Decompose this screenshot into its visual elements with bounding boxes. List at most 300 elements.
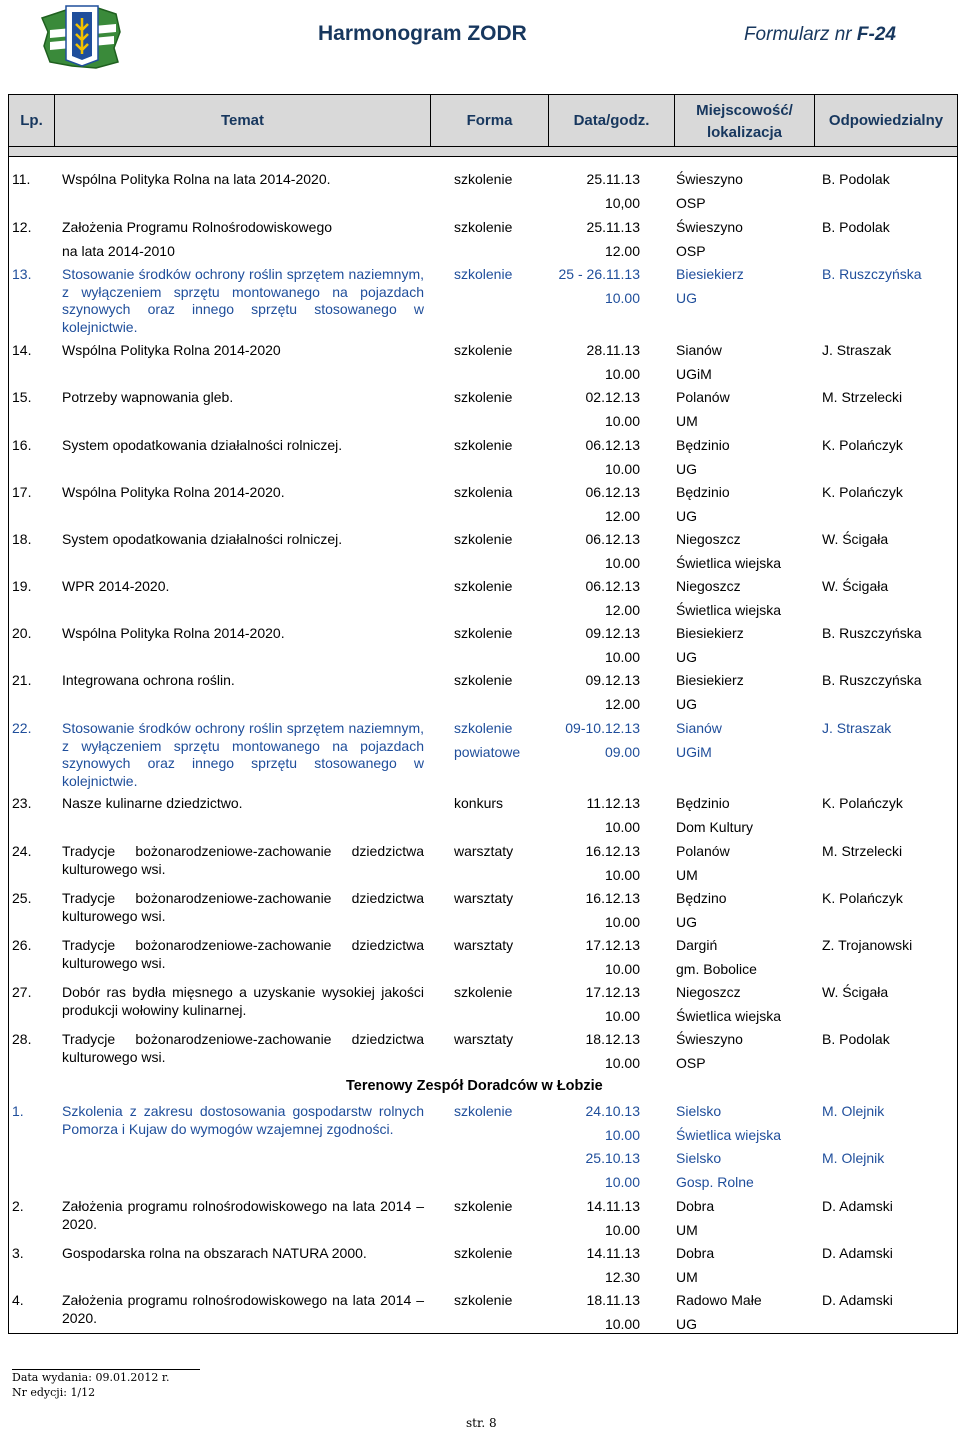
place-cell-line: Sianów bbox=[676, 720, 722, 736]
responsible-cell-line: W. Ścigała bbox=[822, 984, 889, 1000]
date-cell-line: 28.11.13 bbox=[586, 342, 640, 358]
page-header bbox=[0, 0, 960, 78]
place-cell-line: UG bbox=[676, 460, 697, 477]
place-cell-line: Sielsko bbox=[676, 1103, 722, 1119]
row-number-line: 23. bbox=[12, 795, 32, 811]
date-cell bbox=[536, 1100, 640, 1194]
date-cell-line: 02.12.13 bbox=[585, 389, 640, 405]
issue-date: Data wydania: 09.01.2012 r. bbox=[12, 1371, 170, 1384]
form-cell bbox=[454, 481, 534, 505]
date-cell-line: 09.00 bbox=[604, 743, 640, 760]
form-cell-line: szkolenie bbox=[454, 1245, 513, 1261]
topic-cell bbox=[62, 1242, 367, 1266]
date-cell bbox=[536, 575, 640, 622]
place-cell bbox=[676, 1195, 714, 1242]
form-cell bbox=[454, 1028, 534, 1052]
date-cell-line: 25 - 26.11.13 bbox=[558, 266, 640, 282]
place-cell-line: Polanów bbox=[676, 389, 730, 405]
row-number-line: 17. bbox=[12, 484, 32, 500]
responsible-cell bbox=[822, 717, 891, 741]
topic-cell-line: Założenia programu rolnośrodowiskowego na lata 2014 – 2020. bbox=[62, 1198, 424, 1232]
date-cell bbox=[536, 216, 640, 263]
place-cell-line: Sianów bbox=[676, 342, 722, 358]
column-header: Temat bbox=[55, 95, 431, 146]
date-cell-line: 18.12.13 bbox=[585, 1031, 640, 1047]
row-number bbox=[12, 339, 31, 363]
row-number bbox=[12, 840, 31, 864]
row-number bbox=[12, 934, 31, 958]
place-cell-line: Radowo Małe bbox=[676, 1292, 762, 1308]
responsible-cell bbox=[822, 669, 922, 693]
place-cell-line: Dobra bbox=[676, 1198, 715, 1214]
date-cell bbox=[536, 1289, 640, 1336]
form-cell-line: szkolenie bbox=[454, 672, 513, 688]
row-number bbox=[12, 717, 31, 741]
topic-cell-line: na lata 2014-2010 bbox=[62, 242, 175, 259]
place-cell-line: Będzinio bbox=[676, 795, 730, 811]
form-cell-line: szkolenie bbox=[454, 342, 513, 358]
row-number-line: 15. bbox=[12, 389, 32, 405]
responsible-cell-line: B. Ruszczyńska bbox=[822, 625, 922, 641]
form-cell-line: powiatowe bbox=[454, 743, 521, 760]
form-cell-line: szkolenie bbox=[454, 1198, 513, 1214]
row-number bbox=[12, 1100, 24, 1124]
place-cell-line: OSP bbox=[676, 242, 706, 259]
date-cell-line: 10.00 bbox=[604, 365, 640, 382]
place-cell bbox=[676, 887, 727, 934]
topic-cell-line: Dobór ras bydła mięsnego a uzyskanie wysokiej jakości produkcji wołowiny kulinarnej. bbox=[62, 984, 424, 1018]
responsible-cell-line bbox=[822, 1124, 884, 1148]
topic-cell bbox=[62, 266, 424, 335]
place-cell-line: Świetlica wiejska bbox=[676, 1126, 782, 1143]
place-cell bbox=[676, 386, 730, 433]
responsible-cell bbox=[822, 575, 888, 599]
responsible-cell-line: K. Polańczyk bbox=[822, 484, 903, 500]
place-cell bbox=[676, 339, 722, 386]
responsible-cell-line: W. Ścigała bbox=[822, 578, 889, 594]
topic-cell bbox=[62, 434, 342, 458]
topic-cell bbox=[62, 622, 285, 646]
form-cell-line: konkurs bbox=[454, 795, 504, 811]
date-cell bbox=[536, 1242, 640, 1289]
date-cell-line: 09.12.13 bbox=[585, 672, 640, 688]
row-number-line: 26. bbox=[12, 937, 32, 953]
place-cell bbox=[676, 1289, 762, 1336]
form-cell bbox=[454, 622, 534, 646]
date-cell-line: 10.00 bbox=[604, 1054, 640, 1071]
responsible-cell-line bbox=[822, 1171, 884, 1195]
date-cell-line: 18.11.13 bbox=[586, 1292, 640, 1308]
date-cell-line: 14.11.13 bbox=[586, 1198, 640, 1214]
place-cell bbox=[676, 840, 730, 887]
date-cell-line: 10.00 bbox=[604, 289, 640, 306]
row-number-line: 20. bbox=[12, 625, 32, 641]
form-cell bbox=[454, 528, 534, 552]
row-number-line: 12. bbox=[12, 219, 32, 235]
form-cell-line: szkolenia bbox=[454, 484, 513, 500]
date-cell-line: 10.00 bbox=[604, 960, 640, 977]
date-cell bbox=[536, 717, 640, 764]
topic-cell-line: Tradycje bożonarodzeniowe-zachowanie dziedzictwa kulturowego wsi. bbox=[62, 1031, 424, 1065]
column-header: Forma bbox=[431, 95, 549, 146]
form-cell bbox=[454, 1242, 534, 1266]
form-cell bbox=[454, 575, 534, 599]
place-cell bbox=[676, 1100, 781, 1194]
form-cell bbox=[454, 981, 534, 1005]
place-cell-line: Będzinio bbox=[676, 484, 730, 500]
date-cell-line: 25.11.13 bbox=[586, 171, 640, 187]
responsible-cell bbox=[822, 792, 903, 816]
date-cell bbox=[536, 622, 640, 669]
column-header: Miejscowość/ lokalizacja bbox=[675, 95, 815, 146]
date-cell-line: 10.00 bbox=[604, 818, 640, 835]
responsible-cell-line: D. Adamski bbox=[822, 1198, 893, 1214]
topic-cell-line: Nasze kulinarne dziedzictwo. bbox=[62, 795, 243, 811]
table-header bbox=[9, 95, 957, 147]
date-cell-line: 12.00 bbox=[604, 601, 640, 618]
date-cell-line: 14.11.13 bbox=[586, 1245, 640, 1261]
place-cell-line: Będzino bbox=[676, 890, 727, 906]
form-cell-line: szkolenie bbox=[454, 531, 513, 547]
row-number bbox=[12, 481, 31, 505]
place-cell-line: Niegoszcz bbox=[676, 531, 741, 547]
responsible-cell-line: D. Adamski bbox=[822, 1245, 893, 1261]
date-cell bbox=[536, 481, 640, 528]
place-cell-line: Biesiekierz bbox=[676, 625, 744, 641]
topic-cell-line: System opodatkowania działalności rolniczej. bbox=[62, 531, 343, 547]
responsible-cell bbox=[822, 1195, 893, 1219]
responsible-cell-line: K. Polańczyk bbox=[822, 795, 903, 811]
place-cell bbox=[676, 669, 744, 716]
row-number bbox=[12, 386, 31, 410]
row-number bbox=[12, 575, 31, 599]
form-cell bbox=[454, 1195, 534, 1219]
responsible-cell-line: M. Strzelecki bbox=[822, 389, 903, 405]
topic-cell bbox=[62, 984, 424, 1018]
date-cell-line: 10.00 bbox=[604, 1173, 640, 1190]
place-cell bbox=[676, 717, 722, 764]
date-cell-line: 10.00 bbox=[604, 913, 640, 930]
topic-cell-line: Wspólna Polityka Rolna 2014-2020. bbox=[62, 625, 285, 641]
topic-cell-line: System opodatkowania działalności rolniczej. bbox=[62, 437, 343, 453]
date-cell-line: 10.00 bbox=[604, 866, 640, 883]
place-cell-line: Świetlica wiejska bbox=[676, 601, 782, 618]
form-cell-line: szkolenie bbox=[454, 437, 513, 453]
column-header: Lp. bbox=[9, 95, 55, 146]
place-cell bbox=[676, 575, 781, 622]
topic-cell-line: Potrzeby wapnowania gleb. bbox=[62, 389, 234, 405]
responsible-cell bbox=[822, 216, 890, 240]
responsible-cell bbox=[822, 887, 903, 911]
date-cell bbox=[536, 1195, 640, 1242]
place-cell-line: UG bbox=[676, 648, 697, 665]
responsible-cell-line: K. Polańczyk bbox=[822, 437, 903, 453]
form-cell-line: szkolenie bbox=[454, 984, 513, 1000]
place-cell-line: OSP bbox=[676, 1054, 706, 1071]
place-cell-line: UM bbox=[676, 1221, 698, 1238]
topic-cell-line: Tradycje bożonarodzeniowe-zachowanie dziedzictwa kulturowego wsi. bbox=[62, 843, 424, 877]
place-cell-line: UM bbox=[676, 1268, 698, 1285]
responsible-cell bbox=[822, 481, 903, 505]
place-cell-line: Dobra bbox=[676, 1245, 715, 1261]
place-cell-line: Świetlica wiejska bbox=[676, 554, 782, 571]
topic-cell-line: Założenia programu rolnośrodowiskowego na lata 2014 – 2020. bbox=[62, 1292, 424, 1326]
place-cell bbox=[676, 263, 744, 310]
column-header: Odpowiedzialny bbox=[828, 111, 944, 129]
responsible-cell bbox=[822, 981, 888, 1005]
row-number-line: 22. bbox=[12, 720, 32, 736]
responsible-cell bbox=[822, 1028, 890, 1052]
topic-cell bbox=[62, 890, 424, 924]
form-cell-line: warsztaty bbox=[454, 843, 514, 859]
place-cell-line: UGiM bbox=[676, 365, 712, 382]
place-cell-line: Sielsko bbox=[676, 1150, 722, 1166]
date-cell-line: 06.12.13 bbox=[585, 484, 640, 500]
date-cell bbox=[536, 528, 640, 575]
topic-cell bbox=[62, 1292, 424, 1326]
date-cell-line: 10.00 bbox=[604, 554, 640, 571]
date-cell-line: 16.12.13 bbox=[585, 843, 640, 859]
date-cell-line: 06.12.13 bbox=[585, 437, 640, 453]
topic-cell bbox=[62, 168, 331, 192]
topic-cell bbox=[62, 386, 233, 410]
topic-cell bbox=[62, 1198, 424, 1232]
responsible-cell-line: B. Ruszczyńska bbox=[822, 266, 922, 282]
place-cell-line: Biesiekierz bbox=[676, 266, 744, 282]
form-cell bbox=[454, 339, 534, 363]
date-cell bbox=[536, 981, 640, 1028]
row-number-line: 2. bbox=[12, 1198, 24, 1214]
date-cell-line: 10.00 bbox=[604, 1221, 640, 1238]
date-cell-line: 09-10.12.13 bbox=[565, 720, 640, 736]
place-cell-line: Gosp. Rolne bbox=[676, 1173, 754, 1190]
place-cell-line: Świeszyno bbox=[676, 171, 743, 187]
date-cell-line: 12.00 bbox=[604, 507, 640, 524]
place-cell-line: UG bbox=[676, 289, 697, 306]
place-cell-line: Biesiekierz bbox=[676, 672, 744, 688]
topic-cell bbox=[62, 528, 342, 552]
place-cell bbox=[676, 216, 743, 263]
date-cell-line: 10.00 bbox=[604, 648, 640, 665]
row-number bbox=[12, 887, 31, 911]
row-number-line: 19. bbox=[12, 578, 32, 594]
date-cell-line: 11.12.13 bbox=[586, 795, 640, 811]
form-cell-line: szkolenie bbox=[454, 720, 513, 736]
row-number-line: 14. bbox=[12, 342, 32, 358]
responsible-cell bbox=[822, 434, 903, 458]
topic-cell-line: Wspólna Polityka Rolna 2014-2020. bbox=[62, 484, 285, 500]
topic-cell bbox=[62, 669, 235, 693]
topic-cell bbox=[62, 1103, 424, 1137]
responsible-cell bbox=[822, 1242, 893, 1266]
row-number bbox=[12, 263, 31, 287]
row-number-line: 16. bbox=[12, 437, 32, 453]
topic-cell bbox=[62, 575, 169, 599]
place-cell bbox=[676, 434, 730, 481]
place-cell bbox=[676, 934, 757, 981]
place-cell-line: UG bbox=[676, 507, 697, 524]
date-cell-line: 06.12.13 bbox=[585, 531, 640, 547]
date-cell bbox=[536, 339, 640, 386]
place-cell-line: UG bbox=[676, 1315, 697, 1332]
place-cell-line: UM bbox=[676, 412, 698, 429]
responsible-cell bbox=[822, 168, 890, 192]
responsible-cell bbox=[822, 528, 888, 552]
topic-cell bbox=[62, 843, 424, 877]
form-label: Formularz nr bbox=[743, 24, 857, 45]
ministry-logo-icon bbox=[36, 2, 128, 74]
place-cell-line: Świetlica wiejska bbox=[676, 1007, 782, 1024]
responsible-cell-line: B. Podolak bbox=[822, 1031, 890, 1047]
topic-cell bbox=[62, 481, 285, 505]
place-cell bbox=[676, 792, 753, 839]
form-number bbox=[744, 24, 896, 46]
responsible-cell bbox=[822, 263, 922, 287]
topic-cell-line: WPR 2014-2020. bbox=[62, 578, 170, 594]
date-cell-line: 10.00 bbox=[604, 1007, 640, 1024]
responsible-cell-line: M. Olejnik bbox=[822, 1103, 885, 1119]
date-cell bbox=[536, 263, 640, 310]
form-cell bbox=[454, 216, 534, 240]
date-cell bbox=[536, 840, 640, 887]
form-cell bbox=[454, 840, 534, 864]
form-cell-line: szkolenie bbox=[454, 389, 513, 405]
row-number-line: 27. bbox=[12, 984, 32, 1000]
row-number-line: 11. bbox=[12, 171, 31, 187]
topic-cell-line: Tradycje bożonarodzeniowe-zachowanie dziedzictwa kulturowego wsi. bbox=[62, 890, 424, 924]
date-cell-line: 10.00 bbox=[604, 1315, 640, 1332]
row-number bbox=[12, 669, 31, 693]
row-number bbox=[12, 528, 31, 552]
date-cell-line: 06.12.13 bbox=[585, 578, 640, 594]
place-cell-line: Dargiń bbox=[676, 937, 718, 953]
date-cell-line: 10,00 bbox=[604, 194, 640, 211]
date-cell-line: 25.10.13 bbox=[585, 1150, 640, 1166]
topic-cell bbox=[62, 937, 424, 971]
place-cell-line: gm. Bobolice bbox=[676, 960, 757, 977]
row-number-line: 25. bbox=[12, 890, 32, 906]
date-cell-line: 10.00 bbox=[604, 1126, 640, 1143]
row-number-line: 28. bbox=[12, 1031, 32, 1047]
place-cell-line: Świeszyno bbox=[676, 1031, 743, 1047]
form-cell bbox=[454, 386, 534, 410]
form-cell bbox=[454, 1289, 534, 1313]
form-cell-line: szkolenie bbox=[454, 266, 513, 282]
row-number bbox=[12, 168, 30, 192]
form-cell bbox=[454, 168, 534, 192]
row-number-line: 24. bbox=[12, 843, 32, 859]
form-cell bbox=[454, 434, 534, 458]
place-cell-line: Będzinio bbox=[676, 437, 730, 453]
place-cell-line: UGiM bbox=[676, 743, 712, 760]
form-cell-line: szkolenie bbox=[454, 219, 513, 235]
responsible-cell-line: B. Ruszczyńska bbox=[822, 672, 922, 688]
date-cell bbox=[536, 887, 640, 934]
column-header: Data/godz. bbox=[549, 95, 675, 146]
page-title: Harmonogram ZODR bbox=[318, 22, 527, 45]
date-cell-line: 25.11.13 bbox=[586, 219, 640, 235]
date-cell bbox=[536, 434, 640, 481]
date-cell bbox=[536, 386, 640, 433]
place-cell-line: UM bbox=[676, 866, 698, 883]
topic-cell bbox=[62, 720, 424, 789]
place-cell bbox=[676, 622, 744, 669]
date-cell-line: 17.12.13 bbox=[585, 984, 640, 1000]
date-cell bbox=[536, 168, 640, 215]
place-cell bbox=[676, 528, 781, 575]
form-number-value: F-24 bbox=[856, 24, 896, 45]
form-cell-line: szkolenie bbox=[454, 625, 513, 641]
responsible-cell-line: W. Ścigała bbox=[822, 531, 889, 547]
row-number-line: 21. bbox=[12, 672, 32, 688]
row-number bbox=[12, 1289, 24, 1313]
responsible-cell bbox=[822, 622, 922, 646]
responsible-cell-line: J. Straszak bbox=[822, 342, 892, 358]
place-cell-line: Niegoszcz bbox=[676, 984, 741, 1000]
responsible-cell-line: M. Olejnik bbox=[822, 1150, 885, 1166]
form-cell-line: szkolenie bbox=[454, 1292, 513, 1308]
responsible-cell-line: M. Strzelecki bbox=[822, 843, 903, 859]
form-cell bbox=[454, 1100, 534, 1124]
topic-cell-line: Wspólna Polityka Rolna 2014-2020 bbox=[62, 342, 281, 358]
responsible-cell bbox=[822, 1100, 884, 1194]
page-number: str. 8 bbox=[466, 1416, 497, 1430]
place-cell-line: UG bbox=[676, 695, 697, 712]
date-cell-line: 17.12.13 bbox=[585, 937, 640, 953]
form-cell-line: szkolenie bbox=[454, 171, 513, 187]
responsible-cell-line: K. Polańczyk bbox=[822, 890, 903, 906]
date-cell-line: 10.00 bbox=[604, 412, 640, 429]
topic-cell-line: Stosowanie środków ochrony roślin sprzętem naziemnym, z wyłączeniem sprzętu montowanego na pojazdach szynowych oraz innego sprzętu stosowanego w kolejnictwie. bbox=[62, 720, 424, 789]
section-title: Terenowy Zespół Doradców w Łobzie bbox=[346, 1078, 603, 1094]
footer bbox=[12, 1370, 169, 1400]
place-cell bbox=[676, 1242, 714, 1289]
topic-cell-line: Wspólna Polityka Rolna na lata 2014-2020. bbox=[62, 171, 331, 187]
form-cell-line: szkolenie bbox=[454, 578, 513, 594]
date-cell-line: 12.30 bbox=[604, 1268, 640, 1285]
row-number-line: 1. bbox=[12, 1103, 24, 1119]
row-number bbox=[12, 216, 31, 240]
row-number bbox=[12, 1242, 24, 1266]
date-cell bbox=[536, 792, 640, 839]
row-number-line: 13. bbox=[12, 266, 32, 282]
date-cell-line: 12.00 bbox=[604, 242, 640, 259]
form-cell bbox=[454, 717, 534, 764]
responsible-cell-line: D. Adamski bbox=[822, 1292, 893, 1308]
date-cell-line: 16.12.13 bbox=[585, 890, 640, 906]
date-cell-line: 24.10.13 bbox=[585, 1103, 640, 1119]
responsible-cell bbox=[822, 339, 891, 363]
date-cell bbox=[536, 669, 640, 716]
form-cell bbox=[454, 792, 534, 816]
responsible-cell-line: B. Podolak bbox=[822, 219, 890, 235]
date-cell-line: 12.00 bbox=[604, 695, 640, 712]
date-cell bbox=[536, 1028, 640, 1075]
place-cell-line: Dom Kultury bbox=[676, 818, 754, 835]
form-cell-line: warsztaty bbox=[454, 937, 514, 953]
date-cell bbox=[536, 934, 640, 981]
form-cell-line: warsztaty bbox=[454, 890, 514, 906]
responsible-cell-line: J. Straszak bbox=[822, 720, 892, 736]
form-cell bbox=[454, 263, 534, 287]
topic-cell-line: Integrowana ochrona roślin. bbox=[62, 672, 235, 688]
row-number-line: 3. bbox=[12, 1245, 24, 1261]
topic-cell-line: Gospodarska rolna na obszarach NATURA 2000. bbox=[62, 1245, 367, 1261]
place-cell bbox=[676, 981, 781, 1028]
date-cell-line: 09.12.13 bbox=[585, 625, 640, 641]
row-number bbox=[12, 792, 31, 816]
form-cell bbox=[454, 887, 534, 911]
